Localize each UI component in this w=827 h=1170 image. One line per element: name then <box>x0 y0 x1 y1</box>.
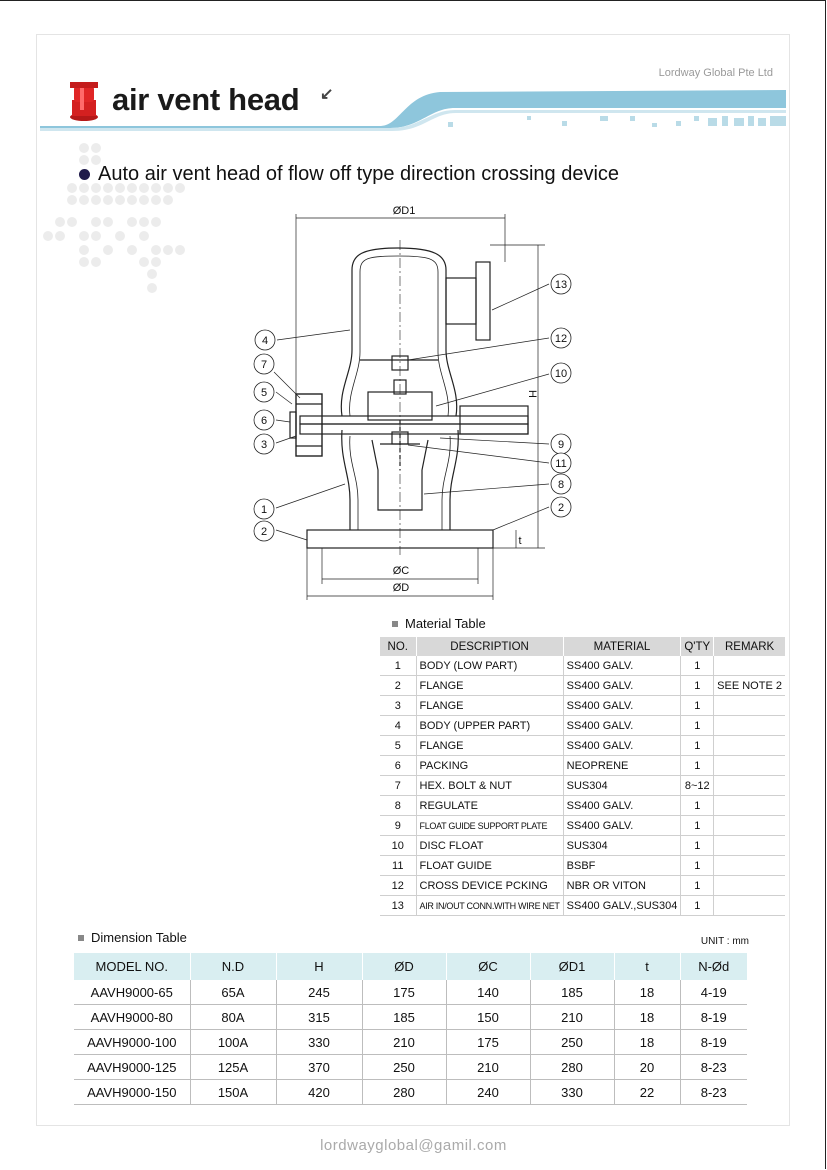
cell: 1 <box>380 656 416 676</box>
cell: NEOPRENE <box>563 756 681 776</box>
footer-email: lordwayglobal@gamil.com <box>320 1137 507 1154</box>
cell: BSBF <box>563 856 681 876</box>
dimension-table <box>74 953 747 1105</box>
table-row <box>380 716 785 736</box>
col-h: H <box>276 953 362 980</box>
cell: 18 <box>614 980 680 1005</box>
callout-11: 11 <box>555 458 567 470</box>
cell: 9 <box>380 816 416 836</box>
table-row <box>380 656 785 676</box>
cell <box>714 736 785 756</box>
col-t: t <box>614 953 680 980</box>
cell: 3 <box>380 696 416 716</box>
cell: 80A <box>190 1005 276 1030</box>
callout-5: 5 <box>260 387 268 399</box>
cell: SS400 GALV. <box>563 716 681 736</box>
cell: FLOAT GUIDE SUPPORT PLATE <box>416 816 563 836</box>
cell: 8-19 <box>680 1030 747 1055</box>
cell: AIR IN/OUT CONN.WITH WIRE NET <box>416 896 563 916</box>
cell: 1 <box>681 816 714 836</box>
cell: AAVH9000-65 <box>74 980 190 1005</box>
cell: SS400 GALV. <box>563 736 681 756</box>
table-row <box>74 1055 747 1080</box>
cell: 1 <box>681 896 714 916</box>
cell <box>714 836 785 856</box>
table-row <box>380 756 785 776</box>
col-qty: Q'TY <box>681 637 714 656</box>
cell: 210 <box>362 1030 446 1055</box>
table-row <box>380 736 785 756</box>
cell: 185 <box>530 980 614 1005</box>
col-no: NO. <box>380 637 416 656</box>
cell: 18 <box>614 1005 680 1030</box>
table-row <box>380 676 785 696</box>
callout-4: 4 <box>261 335 269 347</box>
cell: 11 <box>380 856 416 876</box>
cell: BODY (UPPER PART) <box>416 716 563 736</box>
cell: AAVH9000-125 <box>74 1055 190 1080</box>
cell: 8 <box>380 796 416 816</box>
unit-label: UNIT : mm <box>700 936 749 947</box>
cell: 65A <box>190 980 276 1005</box>
cell: 1 <box>681 716 714 736</box>
callout-1: 1 <box>260 504 268 516</box>
col-c: ØC <box>446 953 530 980</box>
cell: 125A <box>190 1055 276 1080</box>
cell <box>714 796 785 816</box>
cell: 20 <box>614 1055 680 1080</box>
table-row <box>74 1005 747 1030</box>
dim-d-label: ØD <box>392 582 410 594</box>
cell: AAVH9000-80 <box>74 1005 190 1030</box>
material-table <box>380 637 785 916</box>
cell: 245 <box>276 980 362 1005</box>
cell: BODY (LOW PART) <box>416 656 563 676</box>
cell: 8-23 <box>680 1080 747 1105</box>
col-remark: REMARK <box>714 637 785 656</box>
dim-h-label: H <box>526 390 538 398</box>
cell: HEX. BOLT & NUT <box>416 776 563 796</box>
cell: SUS304 <box>563 836 681 856</box>
cell: DISC FLOAT <box>416 836 563 856</box>
table-row <box>380 776 785 796</box>
callout-13: 13 <box>554 279 568 291</box>
cell: 330 <box>530 1080 614 1105</box>
dim-t-label: t <box>518 535 522 547</box>
table-row <box>380 896 785 916</box>
cell <box>714 896 785 916</box>
cell: 100A <box>190 1030 276 1055</box>
callout-3: 3 <box>260 439 268 451</box>
cell: SS400 GALV. <box>563 796 681 816</box>
col-d1: ØD1 <box>530 953 614 980</box>
cell: FLOAT GUIDE <box>416 856 563 876</box>
cell: 210 <box>446 1055 530 1080</box>
dimension-table-header <box>74 953 747 980</box>
callout-8: 8 <box>557 479 565 491</box>
cell: 140 <box>446 980 530 1005</box>
cell: 1 <box>681 756 714 776</box>
cell <box>714 856 785 876</box>
table-row <box>74 1080 747 1105</box>
dim-d1-label: ØD1 <box>392 205 416 217</box>
cell: 210 <box>530 1005 614 1030</box>
callout-12: 12 <box>554 333 568 345</box>
cell: 280 <box>362 1080 446 1105</box>
col-description: DESCRIPTION <box>416 637 563 656</box>
cell <box>714 876 785 896</box>
cell: 185 <box>362 1005 446 1030</box>
cell: NBR OR VITON <box>563 876 681 896</box>
table-row <box>380 836 785 856</box>
callout-9: 9 <box>557 439 565 451</box>
cell: SS400 GALV.,SUS304 <box>563 896 681 916</box>
cell: SS400 GALV. <box>563 676 681 696</box>
cell: 1 <box>681 796 714 816</box>
col-model: MODEL NO. <box>74 953 190 980</box>
cell: 18 <box>614 1030 680 1055</box>
material-table-title: Material Table <box>392 616 486 631</box>
cell: 330 <box>276 1030 362 1055</box>
table-row <box>74 1030 747 1055</box>
cell: 1 <box>681 656 714 676</box>
cell: 7 <box>380 776 416 796</box>
cell: PACKING <box>416 756 563 776</box>
cell: 8-23 <box>680 1055 747 1080</box>
cell: 10 <box>380 836 416 856</box>
cell: 1 <box>681 836 714 856</box>
cell: 420 <box>276 1080 362 1105</box>
cell: 150A <box>190 1080 276 1105</box>
cell: AAVH9000-100 <box>74 1030 190 1055</box>
cell: SEE NOTE 2 <box>714 676 785 696</box>
cell <box>714 776 785 796</box>
cell: 370 <box>276 1055 362 1080</box>
upper-body-shape <box>341 248 456 416</box>
cell: 240 <box>446 1080 530 1105</box>
table-row <box>380 796 785 816</box>
cell: 5 <box>380 736 416 756</box>
callout-2-left: 2 <box>260 526 268 538</box>
cell: CROSS DEVICE PCKING <box>416 876 563 896</box>
table-row <box>380 856 785 876</box>
cell: FLANGE <box>416 676 563 696</box>
cell: 175 <box>446 1030 530 1055</box>
cell: REGULATE <box>416 796 563 816</box>
title-arrow-icon: ↙ <box>320 86 334 103</box>
cell: 175 <box>362 980 446 1005</box>
cell <box>714 756 785 776</box>
cell: 4 <box>380 716 416 736</box>
page-title: air vent head <box>112 82 300 117</box>
table-row <box>380 696 785 716</box>
lower-body-left <box>342 430 350 530</box>
cell: 8-19 <box>680 1005 747 1030</box>
table-row <box>380 816 785 836</box>
dimension-table-title: Dimension Table <box>78 930 187 945</box>
col-d: ØD <box>362 953 446 980</box>
col-nd: N.D <box>190 953 276 980</box>
cell <box>714 696 785 716</box>
callout-6: 6 <box>260 415 268 427</box>
table-row <box>380 876 785 896</box>
cell: 13 <box>380 896 416 916</box>
cell: 1 <box>681 856 714 876</box>
lower-body-right <box>450 430 458 530</box>
cell: 1 <box>681 696 714 716</box>
cell: FLANGE <box>416 696 563 716</box>
col-n-d: N-Ød <box>680 953 747 980</box>
cell: 1 <box>681 736 714 756</box>
cell: 4-19 <box>680 980 747 1005</box>
cell: 8~12 <box>681 776 714 796</box>
cell: 6 <box>380 756 416 776</box>
cell: SS400 GALV. <box>563 816 681 836</box>
cell: 2 <box>380 676 416 696</box>
callout-7: 7 <box>260 359 268 371</box>
col-material: MATERIAL <box>563 637 681 656</box>
company-name: Lordway Global Pte Ltd <box>658 67 773 79</box>
cell: 12 <box>380 876 416 896</box>
cell: SUS304 <box>563 776 681 796</box>
cell <box>714 816 785 836</box>
cell: 315 <box>276 1005 362 1030</box>
cell <box>714 716 785 736</box>
material-table-header <box>380 637 785 656</box>
cell: 1 <box>681 676 714 696</box>
product-subtitle: Auto air vent head of flow off type direction crossing device <box>98 163 620 185</box>
callout-2-right: 2 <box>557 502 565 514</box>
cell: 150 <box>446 1005 530 1030</box>
cell: 250 <box>362 1055 446 1080</box>
cell <box>714 656 785 676</box>
cell: SS400 GALV. <box>563 696 681 716</box>
cell: 280 <box>530 1055 614 1080</box>
cell: 1 <box>681 876 714 896</box>
cell: SS400 GALV. <box>563 656 681 676</box>
cell: FLANGE <box>416 736 563 756</box>
table-row <box>74 980 747 1005</box>
callout-10: 10 <box>554 368 568 380</box>
cell: 22 <box>614 1080 680 1105</box>
cell: 250 <box>530 1030 614 1055</box>
cell: AAVH9000-150 <box>74 1080 190 1105</box>
dim-c-label: ØC <box>392 565 410 577</box>
